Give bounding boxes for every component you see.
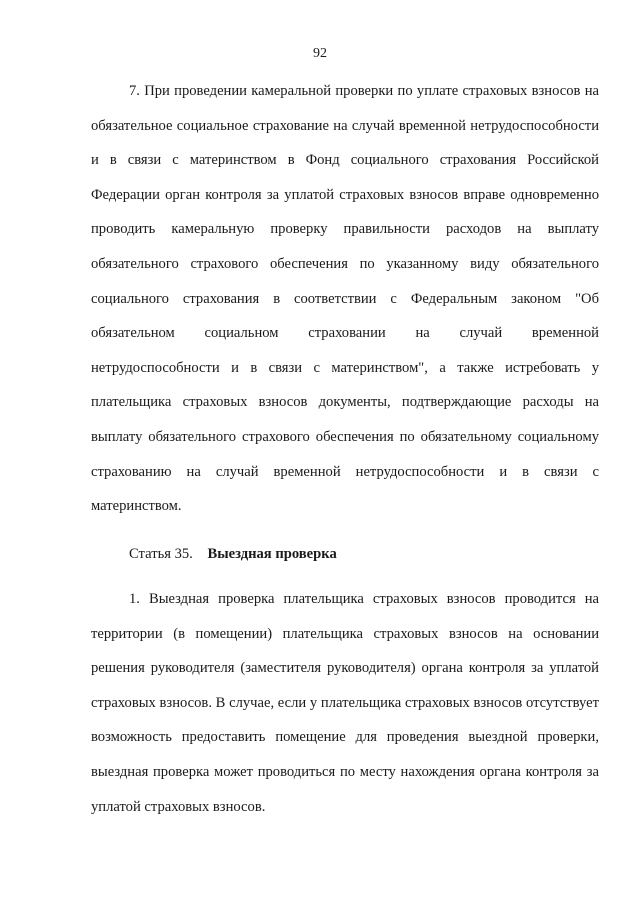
article-title: Выездная проверка	[207, 546, 337, 562]
paragraph-1-field-audit: 1. Выездная проверка плательщика страховых взносов проводится на территории (в помещении) плательщика страховых взносов на основании решения руководителя (заместителя руководителя) органа контроля за уплатой страховых взносов. В случае, если у плательщика страховых взносов отсутствует возможность предоставить помещение для проведения выездной проверки, выездная проверка может проводиться по месту нахождения органа контроля за уплатой страховых взносов.	[91, 591, 599, 815]
article-heading	[129, 537, 337, 571]
article-number: Статья 35.	[129, 546, 193, 562]
page-number: 92	[313, 46, 327, 61]
paragraph-7-desk-audit: 7. При проведении камеральной проверки по уплате страховых взносов на обязательное социальное страхование на случай временной нетрудоспособности и в связи с материнством в Фонд социального страхования Российской Федерации орган контроля за уплатой страховых взносов вправе одновременно проводить камеральную проверку правильности расходов на выплату обязательного страхового обеспечения по указанному виду обязательного социального страхования в соответствии с Федеральным законом "Об обязательном социальном страховании на случай временной нетрудоспособности и в связи с материнством", а также истребовать у плательщика страховых взносов документы, подтверждающие расходы на выплату обязательного страхового обеспечения по обязательному социальному страхованию на случай временной нетрудоспособности и в связи с материнством.	[91, 83, 599, 515]
